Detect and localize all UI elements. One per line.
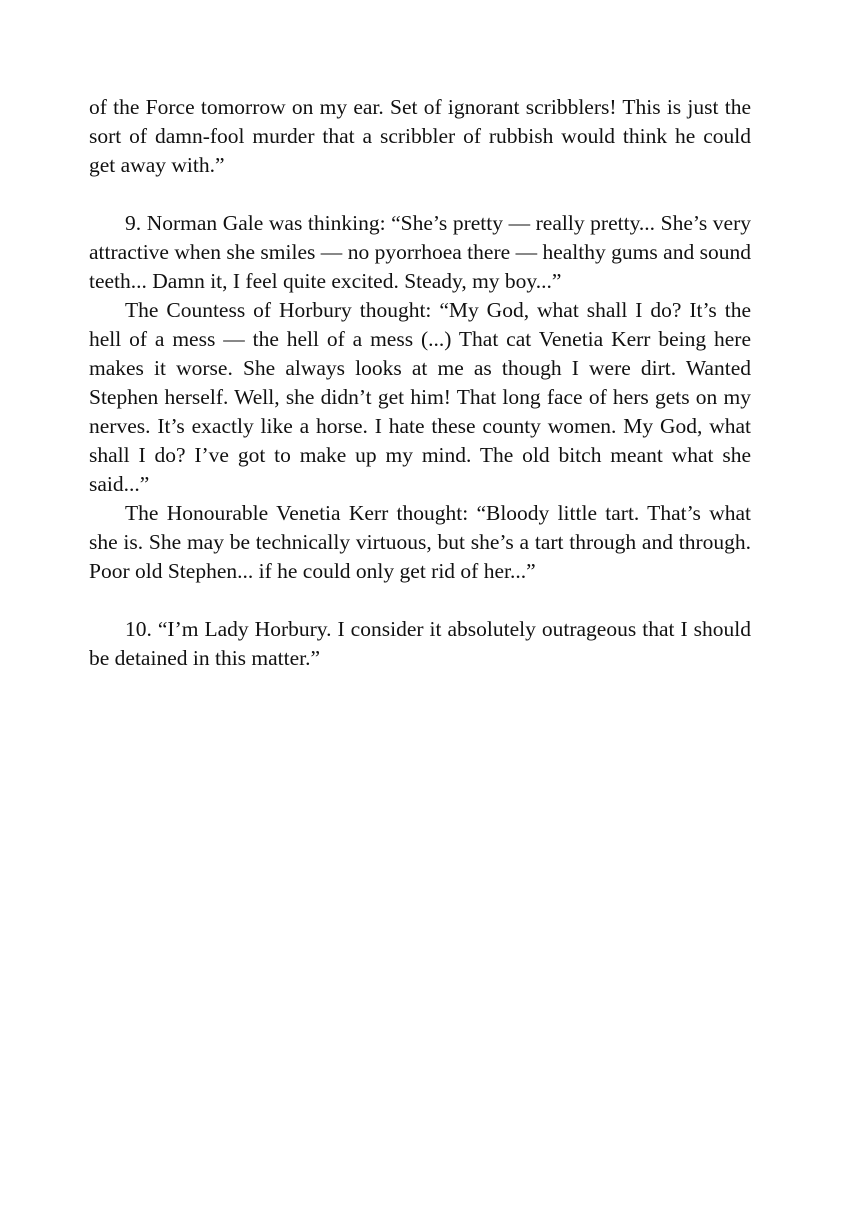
paragraph-continuation: of the Force tomorrow on my ear. Set of ignorant scribblers! This is just the sort of damn-fool murder that a scribbler of rubbish would think he could get away with.”	[89, 95, 751, 177]
paragraph-item-9: 9. Norman Gale was thinking: “She’s pretty — really pretty... She’s very attractive when she smiles — no pyorrhoea there — healthy gums and sound teeth... Damn it, I feel quite excited. Steady, my boy...”	[89, 211, 751, 293]
paragraph-countess: The Countess of Horbury thought: “My God, what shall I do? It’s the hell of a mess — the hell of a mess (...) That cat Venetia Kerr being here makes it worse. She always looks at me as though I were dirt. Wanted Stephen herself. Well, she didn’t get him! That long face of hers gets on my nerves. It’s exactly like a horse. I hate these county women. My God, what shall I do? I’ve got to make up my mind. The old bitch meant what she said...”	[89, 298, 751, 496]
paragraph-venetia: The Honourable Venetia Kerr thought: “Bloody little tart. That’s what she is. She may be technically virtuous, but she’s a tart through and through. Poor old Stephen... if he could only get rid of her...”	[89, 501, 751, 583]
document-page	[89, 93, 751, 673]
paragraph-item-10: 10. “I’m Lady Horbury. I consider it absolutely outrageous that I should be detained in this matter.”	[89, 617, 751, 670]
